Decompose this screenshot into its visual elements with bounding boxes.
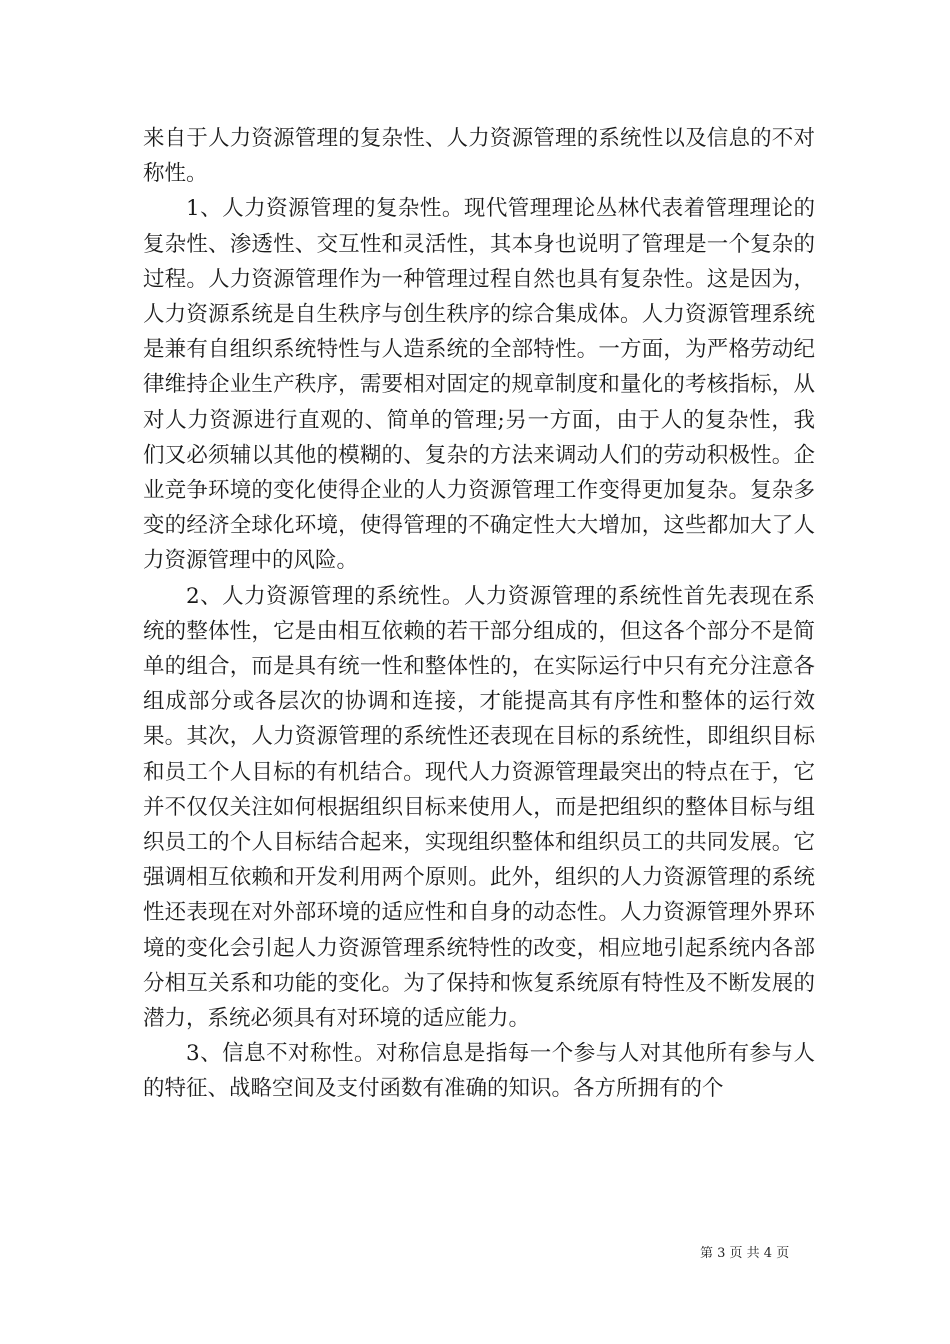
document-body — [143, 121, 815, 1107]
paragraph-complexity: 1、人力资源管理的复杂性。现代管理理论丛林代表着管理理论的复杂性、渗透性、交互性和灵活性，其本身也说明了管理是一个复杂的过程。人力资源管理作为一种管理过程自然也具有复杂性。这是因为，人力资源系统是自生秩序与创生秩序的综合集成体。人力资源管理系统是兼有自组织系统特性与人造系统的全部特性。一方面，为严格劳动纪律维持企业生产秩序，需要相对固定的规章制度和量化的考核指标，从对人力资源进行直观的、简单的管理;另一方面，由于人的复杂性，我们又必须辅以其他的模糊的、复杂的方法来调动人们的劳动积极性。企业竞争环境的变化使得企业的人力资源管理工作变得更加复杂。复杂多变的经济全球化环境，使得管理的不确定性大大增加，这些都加大了人力资源管理中的风险。 — [143, 196, 815, 574]
paragraph-systematic: 2、人力资源管理的系统性。人力资源管理的系统性首先表现在系统的整体性，它是由相互依赖的若干部分组成的，但这各个部分不是简单的组合，而是具有统一性和整体性的，在实际运行中只有充分注意各组成部分或各层次的协调和连接，才能提高其有序性和整体的运行效果。其次，人力资源管理的系统性还表现在目标的系统性，即组织目标和员工个人目标的有机结合。现代人力资源管理最突出的特点在于，它并不仅仅关注如何根据组织目标来使用人，而是把组织的整体目标与组织员工的个人目标结合起来，实现组织整体和组织员工的共同发展。它强调相互依赖和开发利用两个原则。此外，组织的人力资源管理的系统性还表现在对外部环境的适应性和自身的动态性。人力资源管理外界环境的变化会引起人力资源管理系统特性的改变，相应地引起系统内各部分相互关系和功能的变化。为了保持和恢复系统原有特性及不断发展的潜力，系统必须具有对环境的适应能力。 — [143, 583, 815, 1032]
page-number-footer: 第 3 页 共 4 页 — [700, 1246, 790, 1261]
paragraph-information-asymmetry: 3、信息不对称性。对称信息是指每一个参与人对其他所有参与人的特征、战略空间及支付函数有准确的知识。各方所拥有的个 — [143, 1041, 815, 1102]
paragraph-continuation: 来自于人力资源管理的复杂性、人力资源管理的系统性以及信息的不对称性。 — [143, 126, 815, 187]
